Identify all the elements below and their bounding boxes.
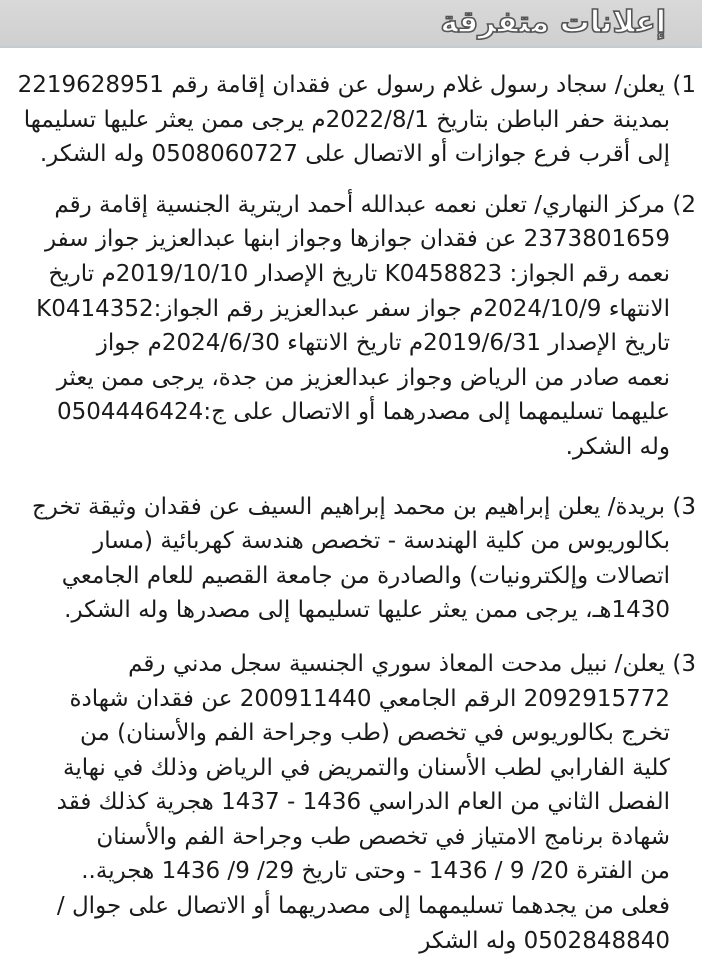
ad-line: 0502848840 وله الشكر [419, 927, 670, 954]
ad-line: عليهما تسليمهما إلى مصدرهما أو الاتصال على ج:0504446424 [56, 399, 670, 426]
ad-line: فعلى من يجدهما تسليمهما إلى مصدريهما أو الاتصال على جوال / [56, 893, 670, 920]
ad-line: اتصالات وإلكترونيات) والصادرة من جامعة القصيم للعام الجامعي [61, 562, 670, 589]
ad-number: 3) [672, 650, 696, 677]
ad-line: 1) يعلن/ سجاد رسول غلام رسول عن فقدان إقامة رقم 2219628951 [17, 72, 696, 98]
ad-line: بمدينة حفر الباطن بتاريخ 2022/8/1م يرجى ممن يعثر عليها تسليمها [23, 106, 670, 133]
section-title: إعلانات متفرقة [440, 5, 666, 40]
section-header-bar [0, 0, 702, 48]
ad-line: نعمه صادر من الرياض وجواز عبدالعزيز من جدة، يرجى ممن يعثر [56, 364, 670, 391]
ad-number: 2) [672, 191, 696, 218]
ad-line: إلى أقرب فرع جوازات أو الاتصال على 0508060727 وله الشكر. [39, 141, 670, 168]
ad-line: 3) يعلن/ نبيل مدحت المعاذ سوري الجنسية سجل مدني رقم [128, 650, 696, 677]
ad-line: 1430هـ، يرجى ممن يعثر عليها تسليمها إلى مصدرها وله الشكر. [64, 597, 670, 624]
ad-line: شهادة برنامج الامتياز في تخصص طب وجراحة الفم والأسنان [96, 823, 670, 850]
ad-line: تاريخ الإصدار 2019/6/31م تاريخ الانتهاء 2024/6/30م جواز [96, 330, 670, 357]
classified-ad-2 [4, 188, 696, 465]
classified-ad-4 [4, 647, 696, 958]
ad-line: 2) مركز النهاري/ تعلن نعمه عبدالله أحمد اريترية الجنسية إقامة رقم [54, 191, 696, 218]
ad-line: الفصل الثاني من العام الدراسي 1436 - 1437 هجرية كذلك فقد [56, 789, 670, 816]
classified-ads-list [4, 68, 696, 974]
ad-line: 2092915772 الرقم الجامعي 200911440 عن فقدان شهادة [69, 685, 670, 712]
ad-line: وله الشكر. [565, 433, 670, 460]
classified-ad-1 [4, 68, 696, 172]
ad-line: تخرج بكالوريوس في تخصص (طب وجراحة الفم والأسنان) من [80, 720, 670, 747]
ad-number: 1) [672, 72, 696, 98]
ad-line: بكالوريوس من كلية الهندسة - تخصص هندسة كهربائية (مسار [93, 528, 670, 555]
ad-line: من الفترة 20/ 9 / 1436 - وحتى تاريخ 29/ 9/ 1436 هجرية.. [81, 858, 670, 885]
ad-number: 3) [672, 493, 696, 520]
ad-line: 2373801659 عن فقدان جوازها وجواز ابنها عبدالعزيز جواز سفر [44, 226, 670, 253]
classified-ad-3 [4, 490, 696, 628]
ad-line: نعمه رقم الجواز: K0458823 تاريخ الإصدار 2019/10/10م تاريخ [48, 260, 670, 287]
ad-line: 3) بريدة/ يعلن إبراهيم بن محمد إبراهيم السيف عن فقدان وثيقة تخرج [31, 493, 696, 520]
ad-line: كلية الفارابي لطب الأسنان والتمريض في الرياض وذلك في نهاية [63, 754, 670, 781]
ad-line: الانتهاء 2024/10/9م جواز سفر عبدالعزيز رقم الجواز:K0414352 [36, 295, 670, 322]
